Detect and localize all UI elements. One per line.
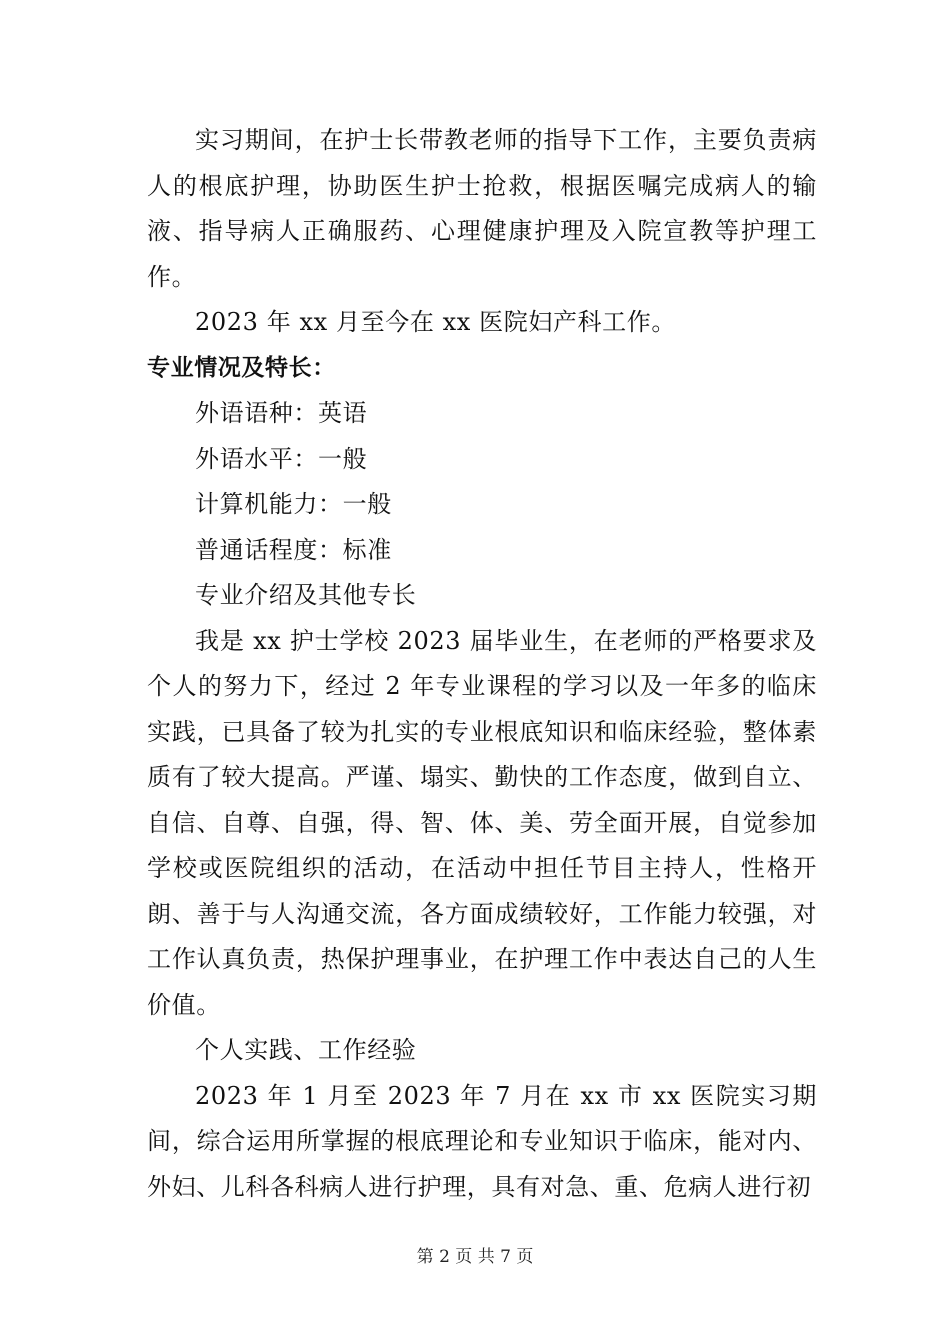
paragraph-current-job: 2023 年 xx 月至今在 xx 医院妇产科工作。 xyxy=(195,308,676,336)
item-mandarin-level: 普通话程度：标准 xyxy=(195,535,392,564)
page-number-footer: 第 2 页 共 7 页 xyxy=(416,1247,534,1267)
document-body xyxy=(147,118,817,1210)
item-computer-skill: 计算机能力：一般 xyxy=(195,490,392,518)
paragraph-internship: 实习期间，在护士长带教老师的指导下工作，主要负责病人的根底护理，协助医生护士抢救，根据医嘱完成病人的输液、指导病人正确服药、心理健康护理及入院宣教等护理工作。 xyxy=(147,126,817,291)
subheading-practice: 个人实践、工作经验 xyxy=(195,1036,417,1064)
item-language-level: 外语水平：一般 xyxy=(195,444,368,473)
subheading-intro: 专业介绍及其他专长 xyxy=(195,581,417,609)
item-language-type: 外语语种：英语 xyxy=(195,399,368,427)
paragraph-self-intro: 我是 xx 护士学校 2023 届毕业生，在老师的严格要求及个人的努力下，经过 2 年专业课程的学习以及一年多的临床实践，已具备了较为扎实的专业根底知识和临床经验，整体素质有了较大提高。严谨、塌实、勤快的工作态度，做到自立、自信、自尊、自强，得、智、体、美、劳全面开展，自觉参加学校或医院组织的活动，在活动中担任节目主持人，性格开朗、善于与人沟通交流，各方面成绩较好，工作能力较强，对工作认真负责，热保护理事业，在护理工作中表达自己的人生价值。 xyxy=(147,626,817,1019)
paragraph-practice: 2023 年 1 月至 2023 年 7 月在 xx 市 xx 医院实习期间，综合运用所掌握的根底理论和专业知识于临床，能对内、外妇、儿科各科病人进行护理，具有对急、重、危病人进行初 xyxy=(147,1081,817,1201)
section-heading-specialty: 专业情况及特长： xyxy=(147,354,336,381)
